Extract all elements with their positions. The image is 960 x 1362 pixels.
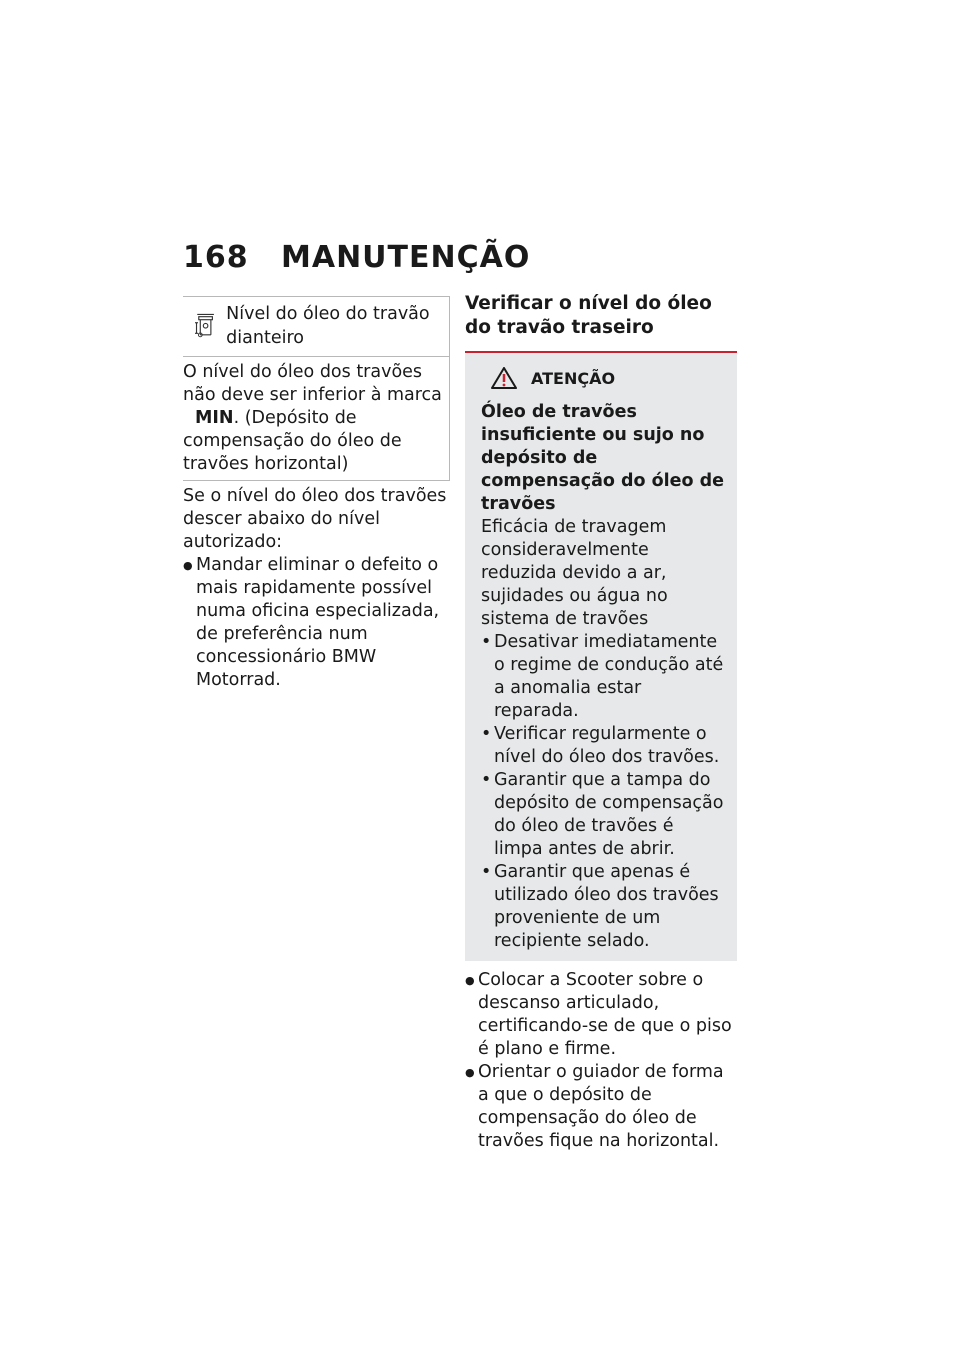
info-box-title: Nível do óleo do travão dianteiro [226, 304, 430, 348]
warning-triangle-icon [491, 367, 517, 389]
min-mark-label: MIN [195, 408, 234, 428]
info-text-start: O nível do óleo dos travões não deve ser inferior à marca [183, 362, 442, 405]
brake-fluid-level-icon [195, 306, 216, 344]
list-item: • Garantir que apenas é utilizado óleo dos travões proveniente de um recipiente selado. [481, 861, 727, 953]
list-item: ● Orientar o guiador de forma a que o depósito de compensação do óleo de travões fique na horizontal. [465, 1061, 737, 1153]
list-item: ● Mandar eliminar o defeito o mais rapidamente possível numa oficina especializada, de preferência num concessionário BMW Motorrad. [183, 554, 450, 692]
list-item: • Verificar regularmente o nível do óleo dos travões. [481, 723, 727, 769]
warning-title: ATENÇÃO [531, 368, 616, 388]
chapter-title: MANUTENÇÃO [281, 240, 531, 275]
info-box-body [183, 357, 449, 480]
warning-box [465, 351, 737, 961]
info-box-header [183, 297, 449, 357]
left-column [183, 296, 450, 692]
step-list [465, 969, 737, 1153]
list-item: • Garantir que a tampa do depósito de compensação do óleo de travões é limpa antes de abrir. [481, 769, 727, 861]
info-box [183, 296, 450, 481]
warning-header [481, 367, 727, 389]
warning-bullet-list [481, 631, 727, 953]
list-item: • Desativar imediatamente o regime de condução até a anomalia estar reparada. [481, 631, 727, 723]
condition-paragraph: Se o nível do óleo dos travões descer abaixo do nível autorizado: [183, 486, 447, 552]
section-title: Verificar o nível do óleo do travão traseiro [465, 293, 712, 338]
page-number: 168 [183, 240, 249, 275]
right-column [465, 292, 737, 1153]
list-item: ● Colocar a Scooter sobre o descanso articulado, certificando-se de que o piso é plano e firme. [465, 969, 737, 1061]
page-header [183, 240, 530, 275]
left-bullet-list [183, 554, 450, 692]
warning-text: Eficácia de travagem consideravelmente reduzida devido a ar, sujidades ou água no sistema de travões [481, 517, 668, 629]
info-text-end: . (Depósito de compensação do óleo de travões horizontal) [183, 408, 402, 474]
warning-subtitle: Óleo de travões insuficiente ou sujo no depósito de compensação do óleo de travões [481, 402, 725, 514]
